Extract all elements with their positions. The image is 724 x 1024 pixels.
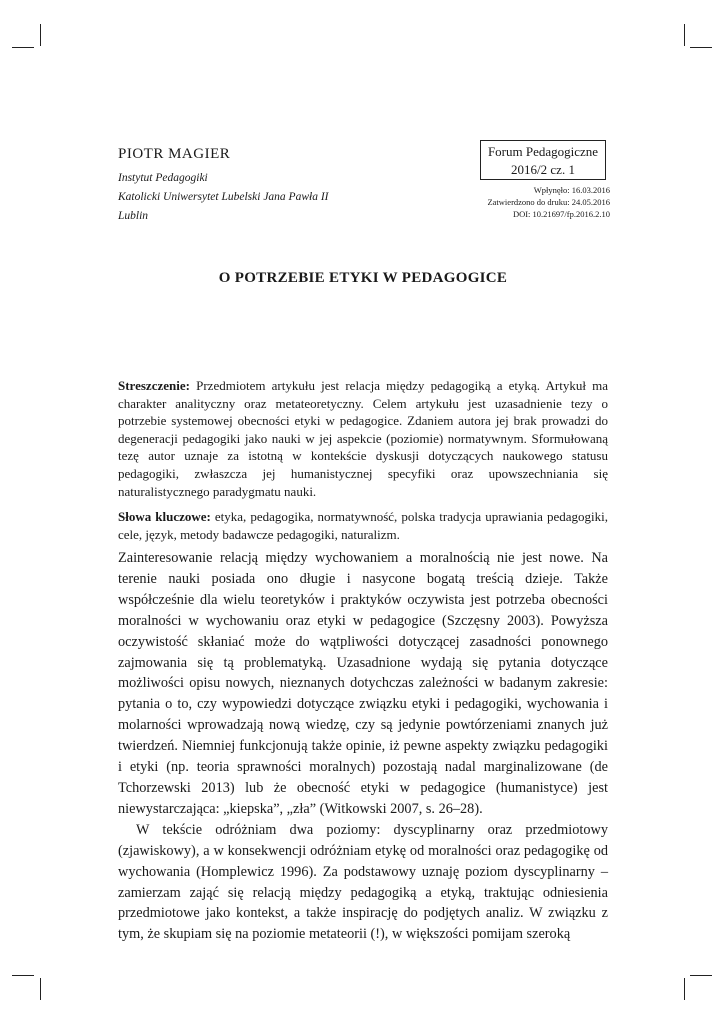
journal-issue: 2016/2 cz. 1	[511, 162, 575, 177]
abstract-label: Streszczenie:	[118, 378, 190, 393]
doi: DOI: 10.21697/fp.2016.2.10	[512, 209, 610, 219]
crop-mark-top-right	[684, 24, 685, 46]
affiliation-university: Katolicki Uniwersytet Lubelski Jana Pawła II	[118, 191, 329, 203]
crop-mark-top-left	[40, 24, 41, 46]
author-block	[118, 146, 458, 226]
journal-box	[480, 140, 606, 180]
crop-mark-bottom-left-h	[12, 975, 34, 976]
publication-meta	[487, 184, 610, 220]
body-text	[118, 548, 608, 945]
approved-date: Zatwierdzono do druku: 24.05.2016	[487, 197, 610, 207]
body-paragraph-2: W tekście odróżniam dwa poziomy: dyscyplinarny oraz przedmiotowy (zjawiskowy), a w konsekwencji odróżniam etykę od moralności oraz pedagogikę od wychowania (Homplewicz 1996). Za podstawowy uznaję poziom dyscyplinarny – zamierzam zająć się relacją między pedagogiką a etyką, traktując odniesienia przedmiotowe jako kontekst, a także inspirację do podjętych analiz. W związku z tym, że skupiam się na poziomie metateorii (!), w większości pomijam szeroką	[118, 821, 608, 943]
abstract-text: Przedmiotem artykułu jest relacja między pedagogiką a etyką. Artykuł ma charakter analityczny oraz metateoretyczny. Celem artykułu jest uzasadnienie tezy o potrzebie systemowej obecności etyki w pedagogice. Zdaniem autora jej brak prowadzi do degeneracji pedagogiki jako nauki w jej aspekcie (poziomie) normatywnym. Sformułowaną tezę autor uznaje za istotną w kontekście dyskusji dotyczących naukowego statusu pedagogiki, zwłaszcza jej humanistycznej specyfiki oraz upowszechniania się naturalistycznego paradygmatu nauki.	[118, 378, 608, 499]
keywords-text: etyka, pedagogika, normatywność, polska tradycja uprawiania pedagogiki, cele, język, metody badawcze pedagogiki, naturalizm.	[118, 509, 608, 542]
crop-mark-bottom-left	[40, 978, 41, 1000]
article-title: O POTRZEBIE ETYKI W PEDAGOGICE	[218, 270, 508, 286]
keywords-label: Słowa kluczowe:	[118, 509, 211, 525]
affiliation-institute: Instytut Pedagogiki	[118, 172, 208, 184]
author-name: PIOTR MAGIER	[118, 146, 231, 162]
received-date: Wpłynęło: 16.03.2016	[533, 185, 610, 195]
crop-mark-bottom-right-h	[690, 975, 712, 976]
abstract	[118, 377, 608, 500]
abstract-section	[118, 377, 608, 543]
body-paragraph-1: Zainteresowanie relacją między wychowaniem a moralnością nie jest nowe. Na terenie nauki posiada ono długie i nasycone bogatą treścią dzieje. Także współcześnie dla wielu teoretyków i praktyków oczywista jest potrzeba obecności moralności w wychowaniu oraz etyki w pedagogice (Szczęsny 2003). Powyższa oczywistość skłaniać może do wątpliwości dotyczącej zasadności ponownego zajmowania się tą problematyką. Uzasadnione wydają się pytania dotyczące możliwości opisu nowych, nieznanych dotychczas zależności w badanym zakresie: pytania o to, czy wypowiedzi dotyczące związku etyki i pedagogiki, wychowania i molarności wprowadzają nową wiedzę, czy są jedynie powtórzeniami znanych już twierdzeń. Niemniej funkcjonują także opinie, iż pewne aspekty związku pedagogiki i etyki (np. teoria sprawności moralnych) pozostają nadal marginalizowane (de Tchorzewski 2013) lub że obecność etyki w pedagogice (humanistyce) jest niewystarczająca: „kiepska”, „zła” (Witkowski 2007, s. 26–28).	[118, 550, 608, 817]
crop-mark-top-left-h	[12, 47, 34, 48]
crop-mark-bottom-right	[684, 978, 685, 1000]
journal-name: Forum Pedagogiczne	[487, 144, 599, 159]
crop-mark-top-right-h	[690, 47, 712, 48]
affiliation-city: Lublin	[118, 210, 149, 222]
keywords	[118, 508, 608, 543]
